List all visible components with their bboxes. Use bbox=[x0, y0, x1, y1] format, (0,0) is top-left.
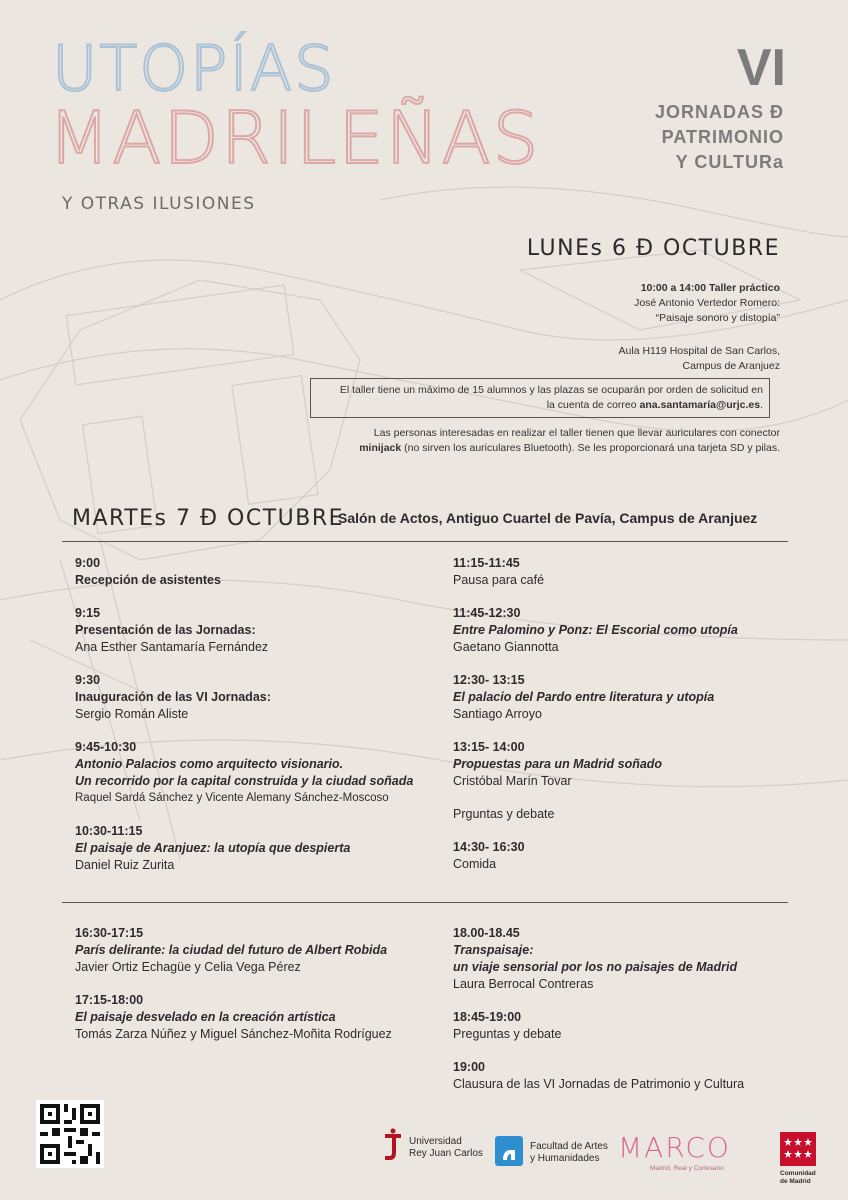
schedule-left-morning bbox=[75, 555, 435, 890]
item-title: Inauguración de las VI Jornadas: bbox=[75, 690, 271, 704]
item-speaker: Laura Berrocal Contreras bbox=[453, 977, 594, 991]
item-title: Transpaisaje: bbox=[453, 943, 534, 957]
item-speaker: Comida bbox=[453, 857, 497, 871]
divider-afternoon bbox=[62, 902, 788, 903]
notice2-bold: minijack bbox=[359, 442, 402, 454]
schedule-item bbox=[453, 605, 813, 656]
event-title-line2: MADRILEÑAS bbox=[48, 96, 541, 180]
item-time: 9:45-10:30 bbox=[75, 740, 137, 754]
marco-logo bbox=[618, 1133, 750, 1175]
schedule-item bbox=[453, 925, 823, 993]
comunidad-madrid-logo bbox=[780, 1132, 820, 1186]
item-time: 10:30-11:15 bbox=[75, 824, 143, 838]
workshop-notice-box: El taller tiene un máximo de 15 alumnos y las plazas se ocuparán por orden de solicitud en la cuenta de correo ana.santamaría@urjc.es. bbox=[310, 378, 770, 418]
urjc-line1: Universidad bbox=[409, 1136, 462, 1147]
event-name bbox=[655, 100, 784, 175]
workshop-place1: Aula H119 Hospital de San Carlos, bbox=[618, 345, 780, 357]
notice2-line1: Las personas interesadas en realizar el taller tienen que llevar auriculares con conector bbox=[373, 427, 780, 439]
schedule-item bbox=[453, 555, 813, 589]
item-time: 17:15-18:00 bbox=[75, 993, 144, 1007]
qr-code[interactable] bbox=[36, 1100, 104, 1168]
marco-tagline: Madrid, Real y Cortesano bbox=[650, 1165, 724, 1172]
item-speaker: Preguntas y debate bbox=[453, 1027, 562, 1041]
item-speaker: Clausura de las VI Jornadas de Patrimonio y Cultura bbox=[453, 1077, 745, 1091]
monday-workshop bbox=[480, 281, 780, 374]
item-title: Presentación de las Jornadas: bbox=[75, 623, 256, 637]
item-time: 19:00 bbox=[453, 1060, 485, 1074]
marco-wordmark: MARCO bbox=[618, 1131, 731, 1164]
divider-top bbox=[62, 541, 788, 542]
schedule-item bbox=[75, 992, 445, 1043]
item-time: 18:45-19:00 bbox=[453, 1010, 522, 1024]
notice2-line2: (no sirven los auriculares Bluetooth). Se les proporcionará una tarjeta SD y pilas. bbox=[404, 442, 780, 454]
event-subtitle: Y OTRAS ILUSIONES bbox=[62, 194, 256, 214]
item-speaker: Javier Ortiz Echagüe y Celia Vega Pérez bbox=[75, 960, 301, 974]
schedule-item bbox=[453, 672, 813, 723]
comunidad-line1: Comunidad bbox=[780, 1170, 816, 1177]
item-title: El paisaje desvelado en la creación artística bbox=[75, 1010, 336, 1024]
item-speaker: Daniel Ruiz Zurita bbox=[75, 858, 175, 872]
item-title: Propuestas para un Madrid soñado bbox=[453, 757, 663, 771]
comunidad-flag-icon bbox=[780, 1132, 816, 1166]
item-time: 9:30 bbox=[75, 673, 101, 687]
item-speaker: Tomás Zarza Núñez y Miguel Sánchez-Moñita Rodríguez bbox=[75, 1027, 392, 1041]
item-speaker: Pausa para café bbox=[453, 573, 545, 587]
item-title: París delirante: la ciudad del futuro de Albert Robida bbox=[75, 943, 388, 957]
faculty-line2: y Humanidades bbox=[530, 1153, 600, 1164]
item-time: 11:15-11:45 bbox=[453, 556, 520, 570]
schedule-right-morning bbox=[453, 555, 813, 889]
tuesday-title: MARTEs 7 Đ OCTUBRE bbox=[72, 506, 345, 531]
workshop-place2: Campus de Aranjuez bbox=[682, 360, 780, 372]
event-name-line1: JORNADAS Đ bbox=[654, 102, 784, 122]
qr-code-icon bbox=[36, 1100, 104, 1168]
schedule-right-afternoon bbox=[453, 925, 823, 1109]
monday-title: LUNEs 6 Đ OCTUBRE bbox=[526, 236, 780, 261]
notice1-line2: la cuenta de correo bbox=[546, 399, 637, 411]
notice1-line1: El taller tiene un máximo de 15 alumnos y las plazas se ocuparán por orden de solicitud en bbox=[339, 384, 763, 396]
workshop-requirements bbox=[320, 426, 780, 456]
item-time: 14:30- 16:30 bbox=[453, 840, 525, 854]
contact-email[interactable]: ana.santamaría@urjc.es bbox=[639, 399, 761, 411]
urjc-line2: Rey Juan Carlos bbox=[409, 1148, 483, 1159]
event-name-line3: Y CULTURa bbox=[675, 152, 784, 172]
item-time: 11:45-12:30 bbox=[453, 606, 521, 620]
item-speaker: Ana Esther Santamaría Fernández bbox=[75, 640, 269, 654]
item-time: 13:15- 14:00 bbox=[453, 740, 525, 754]
schedule-item bbox=[453, 739, 813, 790]
event-name-line2: PATRIMONIO bbox=[661, 127, 784, 147]
event-title-line1: UTOPÍAS bbox=[52, 32, 336, 105]
urjc-crest-icon bbox=[382, 1128, 404, 1162]
schedule-item bbox=[75, 672, 435, 723]
schedule-item bbox=[453, 839, 813, 873]
faculty-line1: Facultad de Artes bbox=[530, 1141, 608, 1152]
item-time: 9:00 bbox=[75, 556, 101, 570]
schedule-item bbox=[75, 739, 435, 807]
tuesday-venue: Salón de Actos, Antiguo Cuartel de Pavía, Campus de Aranjuez bbox=[338, 510, 758, 526]
item-title-2: un viaje sensorial por los no paisajes de Madrid bbox=[453, 960, 738, 974]
schedule-item bbox=[453, 1059, 823, 1093]
schedule-item bbox=[453, 806, 813, 823]
item-title: Antonio Palacios como arquitecto visionario. bbox=[75, 757, 344, 771]
schedule-item bbox=[75, 823, 435, 874]
item-title: El paisaje de Aranjuez: la utopía que despierta bbox=[75, 841, 351, 855]
edition-number: VI bbox=[736, 39, 786, 97]
comunidad-line2: de Madrid bbox=[780, 1178, 811, 1185]
workshop-speaker: José Antonio Vertedor Romero: bbox=[634, 297, 780, 309]
item-title: Entre Palomino y Ponz: El Escorial como utopía bbox=[453, 623, 738, 637]
schedule-item bbox=[75, 555, 435, 589]
item-title-2: Un recorrido por la capital construida y la ciudad soñada bbox=[75, 774, 414, 788]
item-time: 16:30-17:15 bbox=[75, 926, 144, 940]
workshop-time: 10:00 a 14:00 Taller práctico bbox=[640, 282, 780, 294]
item-speaker: Cristóbal Marín Tovar bbox=[453, 774, 572, 788]
item-speaker: Sergio Román Aliste bbox=[75, 707, 189, 721]
schedule-item bbox=[75, 925, 445, 976]
item-time: 18.00-18.45 bbox=[453, 926, 520, 940]
item-title: Recepción de asistentes bbox=[75, 573, 221, 587]
item-time: 9:15 bbox=[75, 606, 101, 620]
item-title: El palacio del Pardo entre literatura y utopía bbox=[453, 690, 715, 704]
schedule-item bbox=[453, 1009, 823, 1043]
item-speaker: Raquel Sardá Sánchez y Vicente Alemany Sánchez-Moscoso bbox=[75, 792, 389, 804]
item-speaker: Gaetano Giannotta bbox=[453, 640, 559, 654]
faculty-a-icon bbox=[495, 1136, 523, 1166]
schedule-left-afternoon bbox=[75, 925, 445, 1059]
item-time: 12:30- 13:15 bbox=[453, 673, 525, 687]
item-speaker: Prguntas y debate bbox=[453, 807, 555, 821]
workshop-talk: “Paisaje sonoro y distopía” bbox=[655, 312, 780, 324]
item-speaker: Santiago Arroyo bbox=[453, 707, 542, 721]
schedule-item bbox=[75, 605, 435, 656]
